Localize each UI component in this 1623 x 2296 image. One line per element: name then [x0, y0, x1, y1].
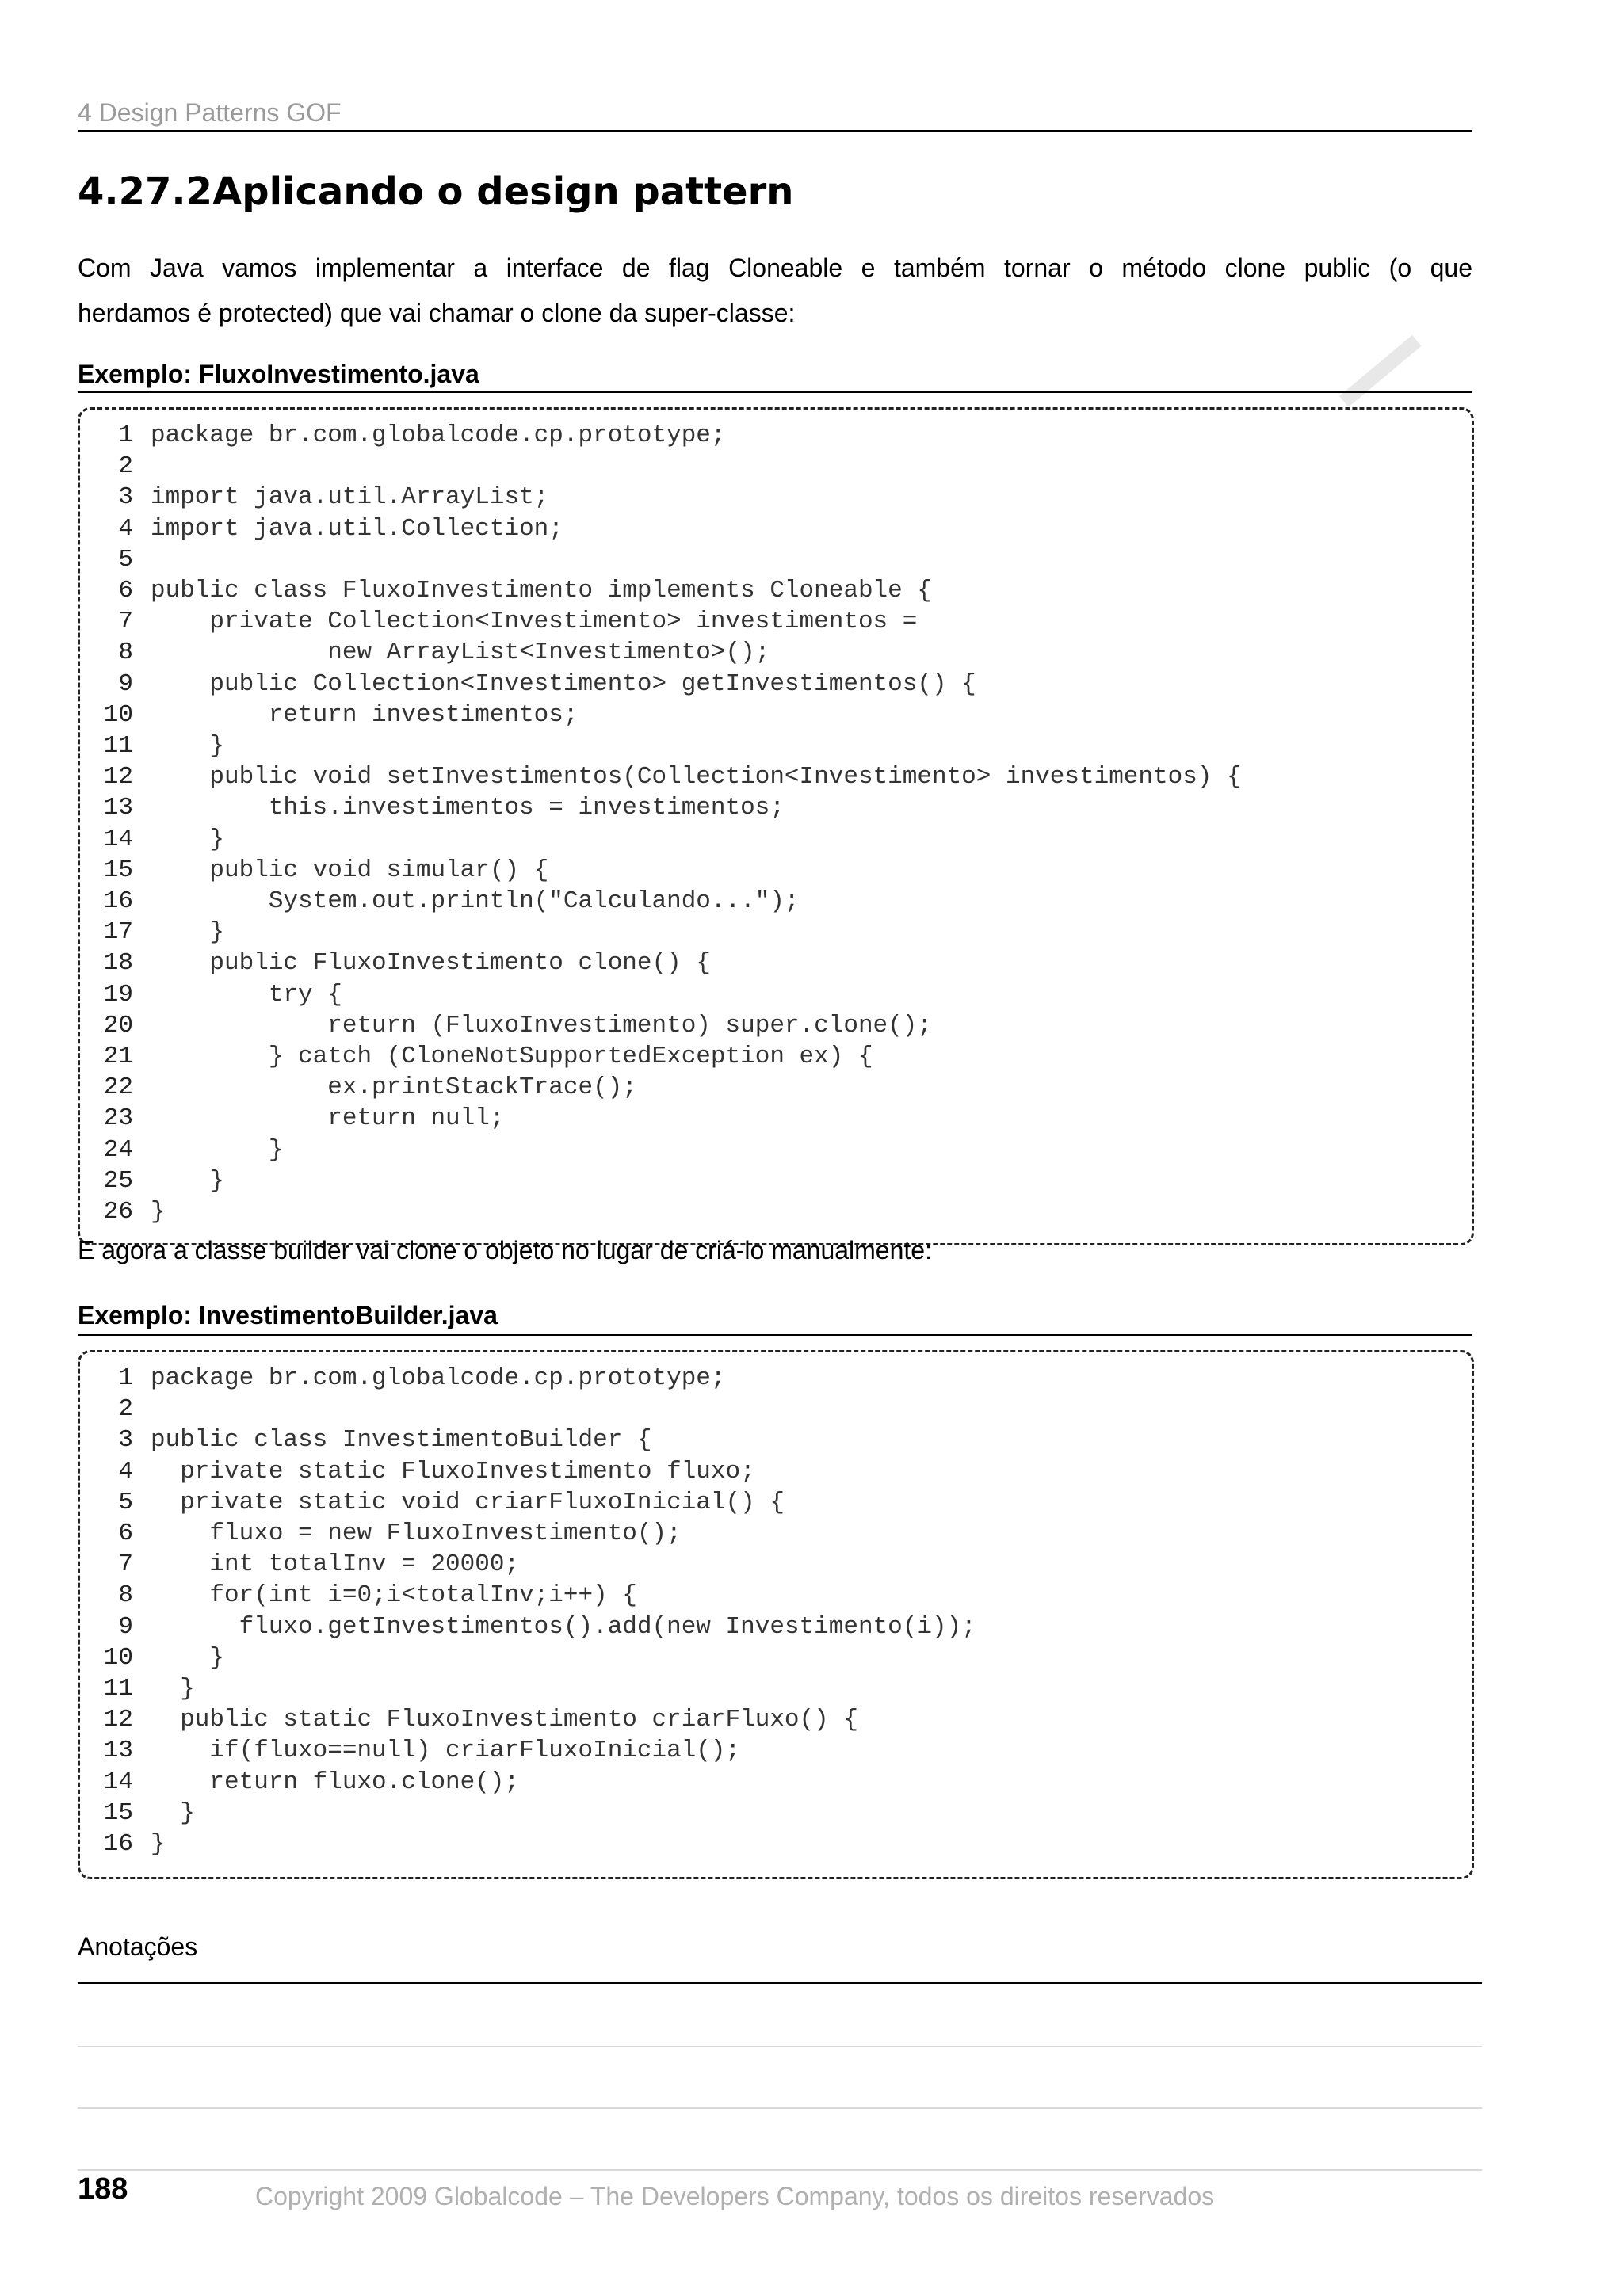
code-line [87, 1829, 976, 1859]
code-line [87, 824, 1242, 855]
code-line [87, 1135, 1242, 1165]
line-number: 13 [103, 1737, 133, 1765]
line-number: 15 [103, 1798, 133, 1827]
code-listing-1 [87, 420, 1242, 1227]
line-number: 9 [118, 1612, 133, 1641]
code-text: return investimentos; [151, 700, 579, 729]
code-text [133, 452, 151, 480]
code-text: } [151, 1798, 195, 1827]
code-line [87, 1363, 976, 1394]
code-text: package br.com.globalcode.cp.prototype; [151, 421, 726, 449]
line-number: 2 [118, 1395, 133, 1424]
code-line [87, 1518, 976, 1549]
line-number: 7 [118, 608, 133, 636]
code-line [87, 1487, 976, 1518]
code-text: } [151, 1166, 225, 1195]
code-text: } [151, 1675, 195, 1703]
code-line [87, 451, 1242, 482]
line-number: 4 [118, 514, 133, 543]
code-line [87, 1549, 976, 1580]
code-line [87, 606, 1242, 637]
example-2-label: Exemplo: InvestimentoBuilder.java [78, 1301, 498, 1329]
line-number: 10 [103, 700, 133, 729]
code-line [87, 886, 1242, 917]
copyright-text: Copyright 2009 Globalcode – The Developers Company, todos os direitos reservados [255, 2182, 1215, 2210]
code-line [87, 1798, 976, 1829]
code-line [87, 1394, 976, 1425]
code-listing-2 [87, 1363, 976, 1859]
code-text: import java.util.Collection; [151, 514, 563, 543]
line-number: 12 [103, 763, 133, 791]
code-line [87, 669, 1242, 700]
code-line [87, 1196, 1242, 1227]
code-text: private static FluxoInvestimento fluxo; [151, 1457, 755, 1486]
line-number: 16 [103, 887, 133, 916]
page-number: 188 [78, 2172, 128, 2206]
code-line [87, 979, 1242, 1010]
code-text: } [151, 1830, 166, 1859]
code-text: public FluxoInvestimento clone() { [151, 949, 711, 978]
code-line [87, 544, 1242, 575]
line-number: 14 [103, 1768, 133, 1796]
line-number: 15 [103, 856, 133, 884]
note-line [78, 2107, 1482, 2109]
line-number: 12 [103, 1706, 133, 1734]
code-line [87, 513, 1242, 544]
line-number: 8 [118, 1581, 133, 1610]
code-line [87, 1642, 976, 1673]
code-text: fluxo = new FluxoInvestimento(); [151, 1520, 682, 1548]
line-number: 18 [103, 949, 133, 978]
code-line [87, 575, 1242, 606]
code-text: } catch (CloneNotSupportedException ex) { [151, 1043, 873, 1071]
code-line [87, 1673, 976, 1704]
line-number: 17 [103, 918, 133, 947]
code-line [87, 1010, 1242, 1041]
line-number: 22 [103, 1074, 133, 1102]
note-line [78, 2046, 1482, 2047]
code-text: System.out.println("Calculando..."); [151, 887, 800, 916]
line-number: 19 [103, 980, 133, 1009]
code-line [87, 1165, 1242, 1196]
code-text: public Collection<Investimento> getInvestimentos() { [151, 669, 976, 698]
code-text: package br.com.globalcode.cp.prototype; [151, 1364, 726, 1392]
code-text: } [151, 918, 225, 947]
code-line [87, 1735, 976, 1766]
line-number: 2 [118, 452, 133, 481]
code-line [87, 1767, 976, 1798]
line-number: 3 [118, 483, 133, 512]
code-line [87, 1580, 976, 1611]
line-number: 6 [118, 577, 133, 605]
code-text: } [151, 1643, 225, 1672]
code-text: try { [151, 980, 342, 1009]
code-text: public void setInvestimentos(Collection<Investimento> investimentos) { [151, 763, 1242, 791]
code-text: import java.util.ArrayList; [151, 483, 549, 512]
code-text: public class FluxoInvestimento implements Cloneable { [151, 577, 932, 605]
line-number: 13 [103, 794, 133, 822]
line-number: 5 [118, 1488, 133, 1516]
code-text: return (FluxoInvestimento) super.clone(); [151, 1011, 932, 1039]
code-text: ex.printStackTrace(); [151, 1074, 637, 1102]
example-2-rule [78, 1334, 1472, 1336]
example-1-label: Exemplo: FluxoInvestimento.java [78, 360, 479, 388]
code-line [87, 761, 1242, 792]
line-number: 6 [118, 1520, 133, 1548]
code-line [87, 1704, 976, 1735]
code-line [87, 1611, 976, 1642]
line-number: 1 [118, 421, 133, 449]
intro-paragraph [78, 246, 1472, 336]
intro-line-1: Com Java vamos implementar a interface de flag Cloneable e também tornar o método clone public (o que [78, 254, 1472, 282]
code-line [87, 1456, 976, 1487]
code-text: } [151, 732, 225, 761]
code-line [87, 730, 1242, 761]
annotations-rule [78, 1982, 1482, 1984]
example-1-rule [78, 391, 1472, 393]
code-text: if(fluxo==null) criarFluxoInicial(); [151, 1737, 741, 1765]
code-text: private static void criarFluxoInicial() { [151, 1488, 785, 1516]
line-number: 25 [103, 1166, 133, 1195]
code-text: } [151, 1135, 284, 1164]
line-number: 21 [103, 1043, 133, 1071]
code-text: return fluxo.clone(); [151, 1768, 520, 1796]
line-number: 20 [103, 1011, 133, 1039]
code-text: return null; [151, 1104, 505, 1133]
line-number: 3 [118, 1426, 133, 1455]
code-line [87, 482, 1242, 513]
code-text: for(int i=0;i<totalInv;i++) { [151, 1581, 637, 1610]
code-text: public void simular() { [151, 856, 549, 884]
line-number: 24 [103, 1135, 133, 1164]
line-number: 11 [103, 1675, 133, 1703]
line-number: 10 [103, 1643, 133, 1672]
annotations-label: Anotações [78, 1932, 198, 1961]
line-number: 7 [118, 1550, 133, 1579]
code-text: public static FluxoInvestimento criarFluxo() { [151, 1706, 858, 1734]
code-text [133, 546, 151, 574]
code-text: } [151, 1198, 166, 1226]
line-number: 9 [118, 669, 133, 698]
code-line [87, 700, 1242, 730]
intro-line-2: herdamos é protected) que vai chamar o clone da super-classe: [78, 299, 796, 327]
code-text: new ArrayList<Investimento>(); [151, 639, 770, 667]
header-rule [78, 130, 1472, 132]
line-number: 14 [103, 825, 133, 853]
code-line [87, 420, 1242, 451]
line-number: 23 [103, 1104, 133, 1133]
code-line [87, 1041, 1242, 1072]
code-text: public class InvestimentoBuilder { [151, 1426, 652, 1455]
code-line [87, 1425, 976, 1455]
code-line [87, 1103, 1242, 1134]
code-line [87, 855, 1242, 886]
code-text: this.investimentos = investimentos; [151, 794, 785, 822]
line-number: 4 [118, 1457, 133, 1486]
code-line [87, 917, 1242, 948]
line-number: 11 [103, 732, 133, 761]
transition-text: E agora a classe builder vai clone o objeto no lugar de criá-lo manualmente: [78, 1236, 932, 1264]
code-line [87, 1072, 1242, 1103]
code-line [87, 948, 1242, 978]
line-number: 26 [103, 1198, 133, 1226]
code-line [87, 792, 1242, 823]
code-line [87, 637, 1242, 668]
note-line [78, 2169, 1482, 2171]
code-text: fluxo.getInvestimentos().add(new Investimento(i)); [151, 1612, 976, 1641]
line-number: 1 [118, 1364, 133, 1392]
line-number: 8 [118, 639, 133, 667]
running-header: 4 Design Patterns GOF [78, 98, 342, 127]
code-text: int totalInv = 20000; [151, 1550, 520, 1579]
code-text: private Collection<Investimento> investimentos = [151, 608, 918, 636]
line-number: 5 [118, 545, 133, 574]
code-text [133, 1395, 151, 1423]
watermark-mark [1339, 335, 1421, 407]
section-title: 4.27.2Aplicando o design pattern [78, 170, 794, 214]
line-number: 16 [103, 1830, 133, 1859]
code-text: } [151, 825, 225, 853]
